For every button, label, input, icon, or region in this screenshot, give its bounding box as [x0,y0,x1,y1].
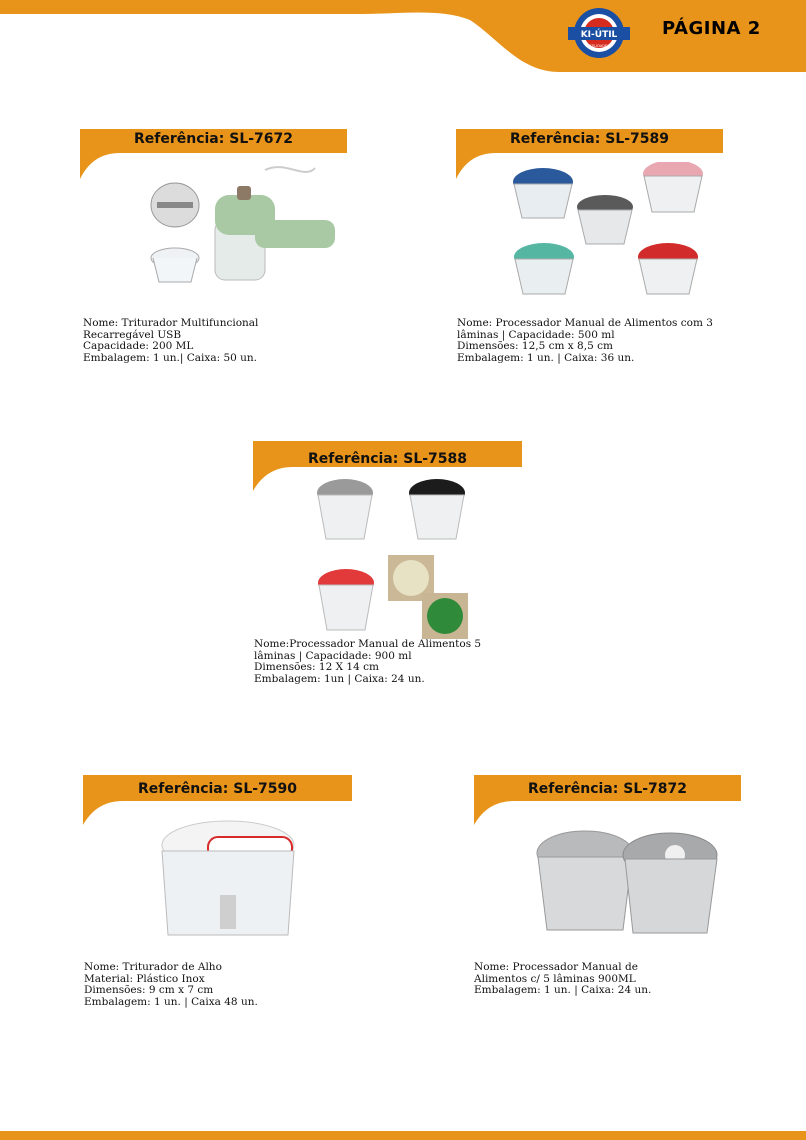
description-line: Dimensões: 9 cm x 7 cm [84,984,214,996]
description-line: Embalagem: 1 un. | Caixa: 36 un. [457,351,635,364]
reference-code: Referência: SL-7872 [527,781,688,797]
description-line: Dimensões: 12,5 cm x 8,5 cm [457,340,613,352]
description-line: Capacidade: 200 ML [83,340,194,352]
reference-code: Referência: SL-7590 [137,781,298,797]
description-line: Embalagem: 1 un.| Caixa: 50 un. [83,351,258,364]
description-line: Nome: Processador Manual de [474,961,638,973]
page-number: PÁGINA 2 [662,18,761,39]
product-image [310,475,475,640]
description-line: Material: Plástico Inox [84,972,205,985]
product-image [508,162,718,302]
description-line: Nome: Processador Manual de Alimentos com 3 [457,317,713,329]
product-description [254,639,481,685]
description-line: lâminas | Capacidade: 900 ml [254,649,412,662]
description-line: Nome:Processador Manual de Alimentos 5 [254,638,482,650]
reference-code: Referência: SL-7588 [307,451,468,467]
product-description [474,962,651,997]
product-description [84,962,258,1008]
description-line: Nome: Triturador de Alho [84,961,222,973]
company-logo [566,5,632,61]
description-line: Dimensões: 12 X 14 cm [254,661,379,673]
product-description [83,318,258,364]
logo-text: KI-ÚTIL [580,30,618,40]
description-line: Nome: Triturador Multifuncional [83,317,259,329]
reference-code: Referência: SL-7672 [133,131,294,147]
description-line: Embalagem: 1 un. | Caixa 48 un. [84,995,258,1008]
description-line: Alimentos c/ 5 lâminas 900ML [474,972,636,985]
description-line: Embalagem: 1 un. | Caixa: 24 un. [474,984,652,996]
description-line: Recarregável USB [83,328,182,341]
product-image [158,815,298,945]
logo-subtext: UTILIDADES [588,44,610,48]
header-banner [0,0,806,80]
product-image [535,825,720,940]
product-description [457,318,713,364]
footer-bar [0,1131,806,1140]
description-line: lâminas | Capacidade: 500 ml [457,328,615,341]
reference-banner [474,775,741,825]
product-image [145,160,340,295]
description-line: Embalagem: 1un | Caixa: 24 un. [254,672,425,685]
reference-code: Referência: SL-7589 [509,131,670,147]
